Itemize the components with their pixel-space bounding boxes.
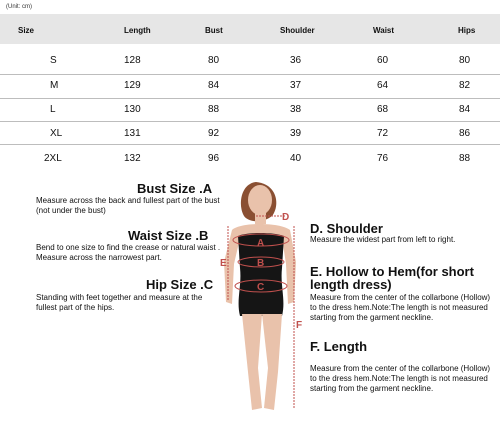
table-cell: S	[50, 55, 57, 66]
col-header-hips: Hips	[458, 26, 476, 35]
col-header-bust: Bust	[205, 26, 223, 35]
table-cell: 86	[459, 128, 471, 139]
table-cell: 68	[377, 104, 389, 115]
table-cell: 129	[124, 80, 141, 91]
table-cell: 131	[124, 128, 141, 139]
table-cell: 84	[459, 104, 471, 115]
marker-d: D	[282, 212, 290, 223]
marker-e: E	[220, 258, 227, 269]
table-cell: M	[50, 80, 59, 91]
unit-note: (Unit: cm)	[6, 4, 32, 10]
table-cell: 96	[208, 153, 220, 164]
hollow-title: E. Hollow to Hem(for short length dress)	[310, 264, 474, 292]
table-cell: 36	[290, 55, 302, 66]
hollow-description: Measure from the center of the collarbone (Hollow) to the dress hem.Note:The length is not measured starting from the garment neckline.	[310, 293, 491, 322]
length-title: F. Length	[310, 339, 368, 354]
table-cell: 38	[290, 104, 302, 115]
table-cell: 128	[124, 55, 141, 66]
bust-title: Bust Size .A	[137, 181, 213, 196]
length-description: Measure from the center of the collarbone (Hollow) to the dress hem.Note:The length is not measured starting from the garment neckline.	[310, 364, 491, 393]
table-cell: 64	[377, 80, 389, 91]
marker-f: F	[296, 320, 303, 331]
col-header-length: Length	[124, 26, 151, 35]
table-cell: 60	[377, 55, 389, 66]
marker-b: B	[257, 258, 265, 269]
waist-title: Waist Size .B	[128, 228, 209, 243]
marker-c: C	[257, 282, 265, 293]
marker-a: A	[257, 238, 265, 249]
table-cell: 82	[459, 80, 471, 91]
table-cell: L	[50, 104, 56, 115]
table-cell: 80	[208, 55, 220, 66]
table-cell: 84	[208, 80, 220, 91]
table-cell: 132	[124, 153, 141, 164]
table-cell: 2XL	[44, 153, 62, 164]
col-header-waist: Waist	[373, 26, 395, 35]
table-cell: 80	[459, 55, 471, 66]
table-cell: XL	[50, 128, 63, 139]
col-header-size: Size	[18, 26, 35, 35]
hip-title: Hip Size .C	[146, 277, 214, 292]
waist-description: Bend to one size to find the crease or natural waist . Measure across the narrowest part.	[36, 243, 221, 262]
shoulder-description: Measure the widest part from left to right.	[310, 235, 456, 244]
bust-description: Measure across the back and fullest part of the bust (not under the bust)	[36, 196, 220, 215]
table-cell: 92	[208, 128, 220, 139]
table-cell: 88	[208, 104, 220, 115]
table-cell: 88	[459, 153, 471, 164]
hip-description: Standing with feet together and measure at the fullest part of the hips.	[36, 293, 203, 312]
table-cell: 39	[290, 128, 302, 139]
table-cell: 130	[124, 104, 141, 115]
col-header-shoulder: Shoulder	[280, 26, 315, 35]
table-cell: 76	[377, 153, 389, 164]
table-cell: 40	[290, 153, 302, 164]
table-cell: 37	[290, 80, 302, 91]
table-cell: 72	[377, 128, 389, 139]
shoulder-title: D. Shoulder	[310, 221, 383, 236]
